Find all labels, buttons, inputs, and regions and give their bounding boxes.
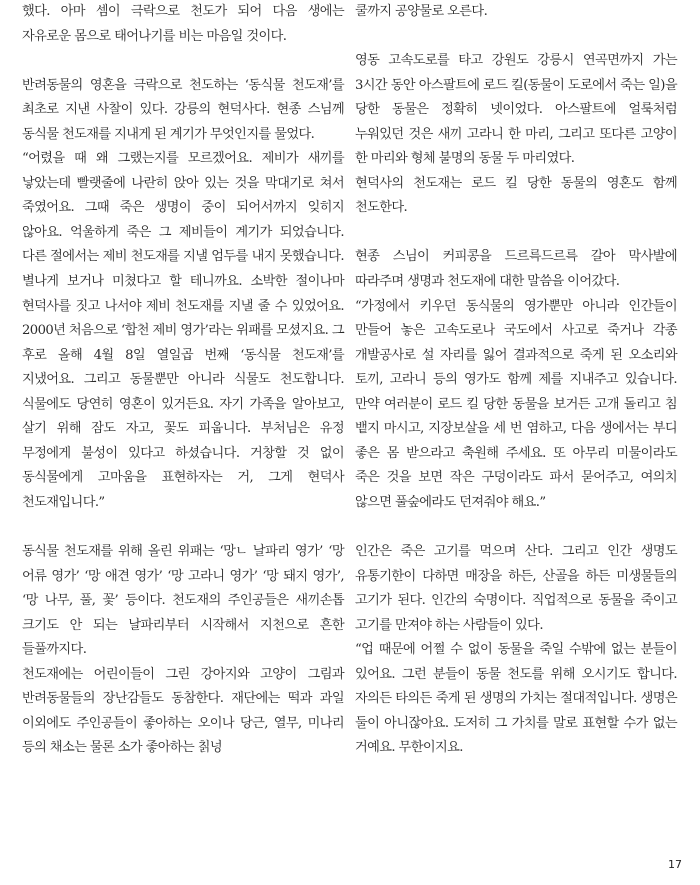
left-column [22,0,344,761]
quote-paragraph: “어렸을 때 왜 그랬는지를 모르겠어요. 제비가 새끼를 낳았는데 빨랫줄에 나란히 앉아 있는 것을 막대기로 쳐서 죽였어요. 그때 죽은 생명이 중이 되어서까지 잊히지 않아요. 억울하게 죽은 그 제비들이 계기가 되었습니다. 다른 절에서는 제비 천도재를 지낼 엄두를 내지 못했습니다. 별나게 보거나 미쳤다고 할 테니까요. 소박한 절이나마 현덕사를 짓고 나서야 제비 천도재를 지낼 줄 수 있었어요. 2000년 처음으로 ‘합천 제비 영가’라는 위패를 모셨지요. 그 후로 올해 4월 8일 열일곱 번째 ‘동식물 천도재’를 지냈어요. 그리고 동물뿐만 아니라 식물도 천도합니다. 식물에도 당연히 영혼이 있거든요. 자기 가족을 알아보고, 살기 위해 잠도 자고, 꽃도 피웁니다. 부처님은 유정 무정에게 불성이 있다고 하셨습니다. 거창할 것 없이 동식물에게 고마움을 표현하자는 거, 그게 현덕사 천도재입니다.” [22,151,345,510]
paragraph: 동식물 천도재를 위해 올린 위패는 ‘망ㄴ 날파리 영가’ ‘망 어류 영가’ ‘망 애견 영가’ ‘망 고라니 영가’ ‘망 돼지 영가’, ‘망 나무, 풀, 꽃’ 등이다. 천도재의 주인공들은 새끼손톱 크기도 안 되는 날파리부터 시작해서 지천으로 흔한 들풀까지다. [22,544,344,658]
paragraph: 현덕사의 천도재는 로드 킬 당한 동물의 영혼도 함께 천도한다. [355,175,677,216]
paragraph: 인간은 죽은 고기를 먹으며 산다. 그리고 인간 생명도 유통기한이 다하면 매장을 하든, 산골을 하든 미생물들의 고기가 된다. 인간의 숙명이다. 직업적으로 동물을 죽이고 고기를 만져야 하는 사람들이 있다. [355,544,677,633]
paragraph: 쿨까지 공양물로 오른다. [355,4,488,19]
paragraph: 반려동물의 영혼을 극락으로 천도하는 ‘동식물 천도재’를 최초로 지낸 사찰이 있다. 강릉의 현덕사다. 현종 스님께 동식물 천도재를 지내게 된 계기가 무엇인지를 물었다. [22,77,344,142]
quote-paragraph: “가정에서 키우던 동식물의 영가뿐만 아니라 인간들이 만들어 놓은 고속도로나 국도에서 사고로 죽거나 각종 개발공사로 설 자리를 잃어 결과적으로 죽게 된 오소리와 토끼, 고라니 등의 영가도 함께 제를 지내주고 있습니다. 만약 여러분이 로드 킬 당한 동물을 보거든 고개 돌리고 침 뱉지 마시고, 지장보살을 세 번 염하고, 다음 생에서는 부디 좋은 몸 받으라고 축원해 주세요. 또 아무리 미물이라도 죽은 것을 보면 작은 구덩이라도 파서 묻어주고, 여의치 않으면 풀숲에라도 던져줘야 해요.” [355,298,677,510]
paragraph: 현종 스님이 커피콩을 드르륵드르륵 갈아 막사발에 따라주며 생명과 천도재에 대한 말씀을 이어갔다. [355,249,677,290]
page-number: 17 [668,858,682,871]
paragraph: 했다. 아마 셈이 극락으로 천도가 되어 다음 생에는 자유로운 몸으로 태어나기를 비는 마음일 것이다. [22,4,344,44]
paragraph: 영동 고속도로를 타고 강원도 강릉시 연곡면까지 가는 3시간 동안 아스팔트에 로드 킬(동물이 도로에서 죽는 일)을 당한 동물은 정확히 넷이었다. 아스팔트에 얼룩처럼 누워있던 것은 새끼 고라니 한 마리, 그리고 또다른 고양이 한 마리와 형체 불명의 동물 두 마리였다. [355,53,677,167]
paragraph: 천도재에는 어린이들이 그린 강아지와 고양이 그림과 반려동물들의 장난감들도 동참한다. 재단에는 떡과 과일 이외에도 주인공들이 좋아하는 오이나 당근, 열무, 미나리 등의 채소는 물론 소가 좋아하는 칡넝 [22,666,344,756]
quote-paragraph: “업 때문에 어쩔 수 없이 동물을 죽일 수밖에 없는 분들이 있어요. 그런 분들이 동물 천도를 위해 오시기도 합니다. 자의든 타의든 죽게 된 생명의 가치는 절대적입니다. 생명은 둘이 아니잖아요. 도저히 그 가치를 말로 표현할 수가 없는 거예요. 무한이지요. [355,642,677,756]
right-column [355,0,677,761]
